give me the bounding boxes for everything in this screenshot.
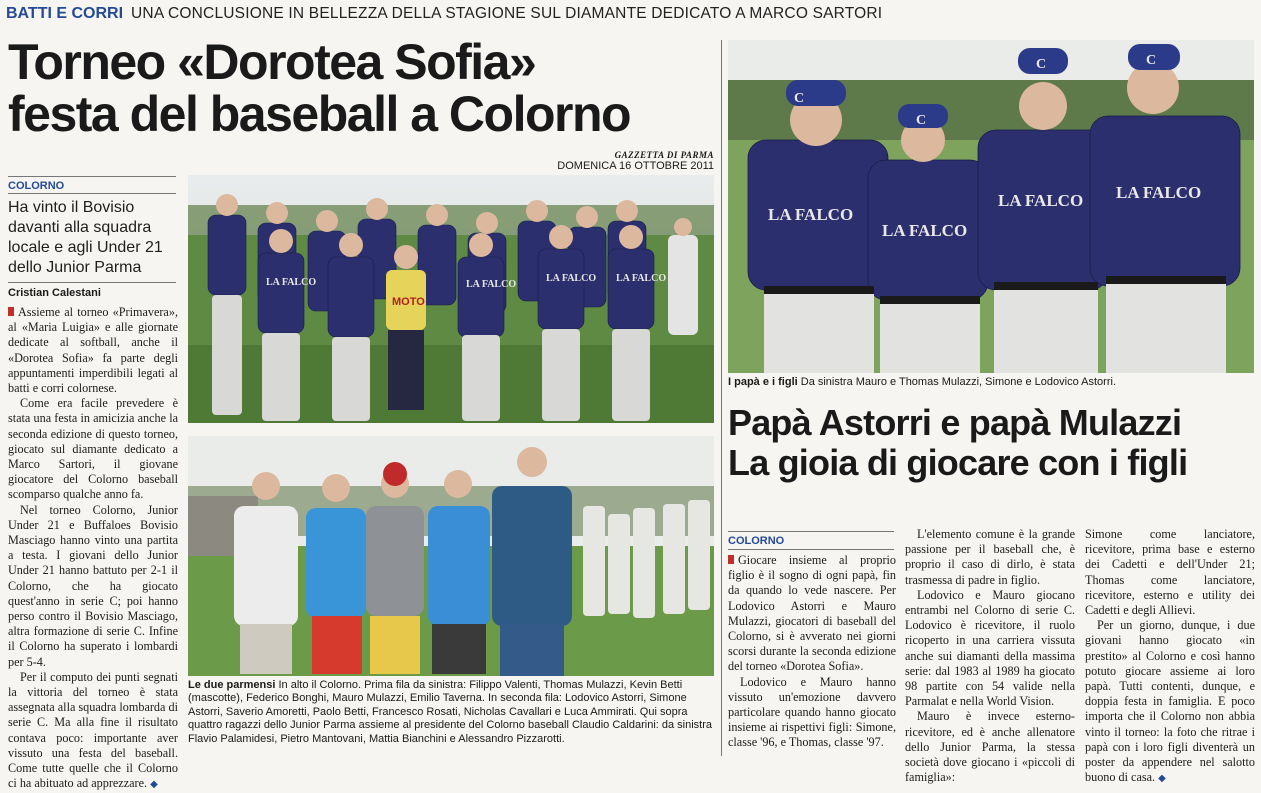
junior-photo [188,436,714,676]
headline-line-2: festa del baseball a Colorno [8,86,631,142]
caption-lead: Le due parmensi [188,679,276,691]
article-paragraph: Simone come lanciatore, ricevitore, prima base e esterno dei Cadetti e dell'Under 21; Thomas come lanciatore, ricevitore, esterno e utility dei Cadetti e degli Allievi. [1085,527,1255,618]
secondary-headline [728,403,1258,483]
family-photo [728,40,1254,373]
team-photo-caption [188,679,714,746]
article-paragraph: Per il computo dei punti segnati la vittoria del torneo è stata assegnata alla squadra lombarda di serie C. Ma alla fine il risultato contava poco: importante aver vissuto una festa del baseball. Come tutte quelle che il Colorno ci ha abituato ad apprezzare. ◆ [8,669,178,791]
shirt-label: MOTO [392,296,425,308]
article-paragraph: Come era facile prevedere è stata una festa in amicizia anche la seconda edizione di questo torneo, giocato sul diamante dedicato a Marco Sartori, il giovane giocatore del Colorno baseball scomparso qualche anno fa. [8,396,178,502]
kicker-strip [6,3,1256,25]
article-body [8,305,178,793]
summary-rule-top [8,176,176,177]
jersey-label: LA FALCO [546,273,597,284]
summary-rule-mid [8,193,176,194]
main-headline [8,36,718,140]
jersey-label: LA FALCO [768,205,854,224]
location-tag: COLORNO [8,180,65,192]
end-mark-icon: ◆ [150,779,158,791]
article-paragraph: Lodovico e Mauro giocano entrambi nel Colorno di serie C. Lodovico è ricevitore, il ruolo ricoperto in una carriera vissuta anche sui diamanti della massima serie: dal 1983 al 1989 ha giocato 98 partite con 54 valide nella Parmalat e nella World Vision. [905,587,1075,709]
article-paragraph: Lodovico e Mauro hanno vissuto un'emozione davvero particolare quando hanno giocato insieme ai rispettivi figli: Simone, classe '96, e Thomas, classe '97. [728,674,896,750]
section-tag: BATTI E CORRI [6,5,124,22]
article-paragraph: Nel torneo Colorno, Junior Under 21 e Buffaloes Bovisio Masciago hanno vinto una partita a testa. I giovani dello Junior Under 21 hanno battuto per 2-1 il Colorno, che ha giocato quest'anno in serie C; poi hanno perso contro il Bovisio Masciago, altra formazione di serie C. Infine il Colorno ha superato i lombardi per 5-4. [8,502,178,669]
article-paragraph: Per un giorno, dunque, i due giovani hanno giocato «in prestito» al Colorno e così hanno potuto giocare assieme ai loro papà. Tutti contenti, dunque, e doppia festa in famiglia. E poco importa che il Colorno non abbia vinto il torneo: la foto che ritrae i papà con i loro figli diventerà un poster da appendere nel salotto buono di casa. ◆ [1085,618,1255,785]
headline-line-1: Torneo «Dorotea Sofia» [8,34,536,90]
cap-letter: C [1146,53,1157,68]
family-photo-caption [728,376,1254,389]
cap-letter: C [1036,57,1047,72]
paper-info [538,150,714,172]
caption-text: In alto il Colorno. Prima fila da sinistra: Filippo Valenti, Thomas Mulazzi, Kevin Betti (mascotte), Federico Bonghi, Mauro Mulazzi, Emilio Taverna. In seconda fila: Lodovico Astorri, Simone Astorri, Saverio Amoretti, Paolo Betti, Francesco Rosati, Nicholas Cavallari e Luca Ammirati. Qui sopra quattro ragazzi dello Junior Parma assieme al presidente del Colorno baseball Claudio Caldarini: da sinistra Flavio Palamidesi, Pietro Mantovani, Mattia Bianchini e Alessandro Pizzarotti. [188,679,713,745]
bullet-mark [8,307,14,316]
paper-date: DOMENICA 16 OTTOBRE 2011 [557,160,714,172]
kicker-text: UNA CONCLUSIONE IN BELLEZZA DELLA STAGIONE SUL DIAMANTE DEDICATO A MARCO SARTORI [131,5,883,22]
article-paragraph: Giocare insieme al proprio figlio è il sogno di ogni papà, fin da quando lo vede nascere. Per Lodovico Astorri e Mauro Mulazzi, giocatori di baseball del Colorno, si è avverato nei giorni scorsi durante la seconda edizione del torneo «Dorotea Sofia». [728,553,896,674]
article-2-col-1 [728,553,896,751]
end-mark-icon: ◆ [1158,773,1166,785]
jersey-label: LA FALCO [266,277,317,288]
headline-line-2: La gioia di giocare con i figli [728,442,1188,483]
cap-letter: C [794,91,805,106]
headline-line-1: Papà Astorri e papà Mulazzi [728,402,1182,443]
article-2-col-3 [1085,527,1255,786]
cap-letter: C [916,113,927,128]
team-photo [188,175,714,423]
caption-text: Da sinistra Mauro e Thomas Mulazzi, Simone e Lodovico Astorri. [797,376,1117,388]
jersey-label: LA FALCO [998,191,1084,210]
location-rule-bottom [728,549,894,550]
jersey-label: LA FALCO [1116,183,1202,202]
jersey-label: LA FALCO [882,221,968,240]
bullet-mark [728,555,734,564]
article-2-col-2 [905,527,1075,785]
jersey-label: LA FALCO [616,273,667,284]
location-rule-top [728,531,894,532]
location-tag: COLORNO [728,535,785,547]
jersey-label: LA FALCO [466,279,517,290]
author-rule [8,282,176,283]
article-paragraph: Assieme al torneo «Primavera», al «Maria Luigia» e alle giornate dedicate al softball, anche il «Dorotea Sofia» fa parte degli appuntamenti imperdibili legati al batti e corri colornese. [8,305,178,396]
article-summary: Ha vinto il Bovisio davanti alla squadra locale e agli Under 21 dello Junior Parma [8,199,163,276]
column-divider [721,40,722,756]
caption-lead: I papà e i figli [728,376,798,388]
author-byline: Cristian Calestani [8,287,101,299]
paper-name: GAZZETTA DI PARMA [614,150,714,160]
article-paragraph: L'elemento comune è la grande passione per il baseball che, è proprio il caso di dirlo, è stata trasmessa di padre in figlio. [905,527,1075,587]
article-paragraph: Mauro è invece esterno-ricevitore, ed è anche allenatore dello Junior Parma, la stessa società dove giocano i «piccoli di famiglia»: [905,709,1075,785]
